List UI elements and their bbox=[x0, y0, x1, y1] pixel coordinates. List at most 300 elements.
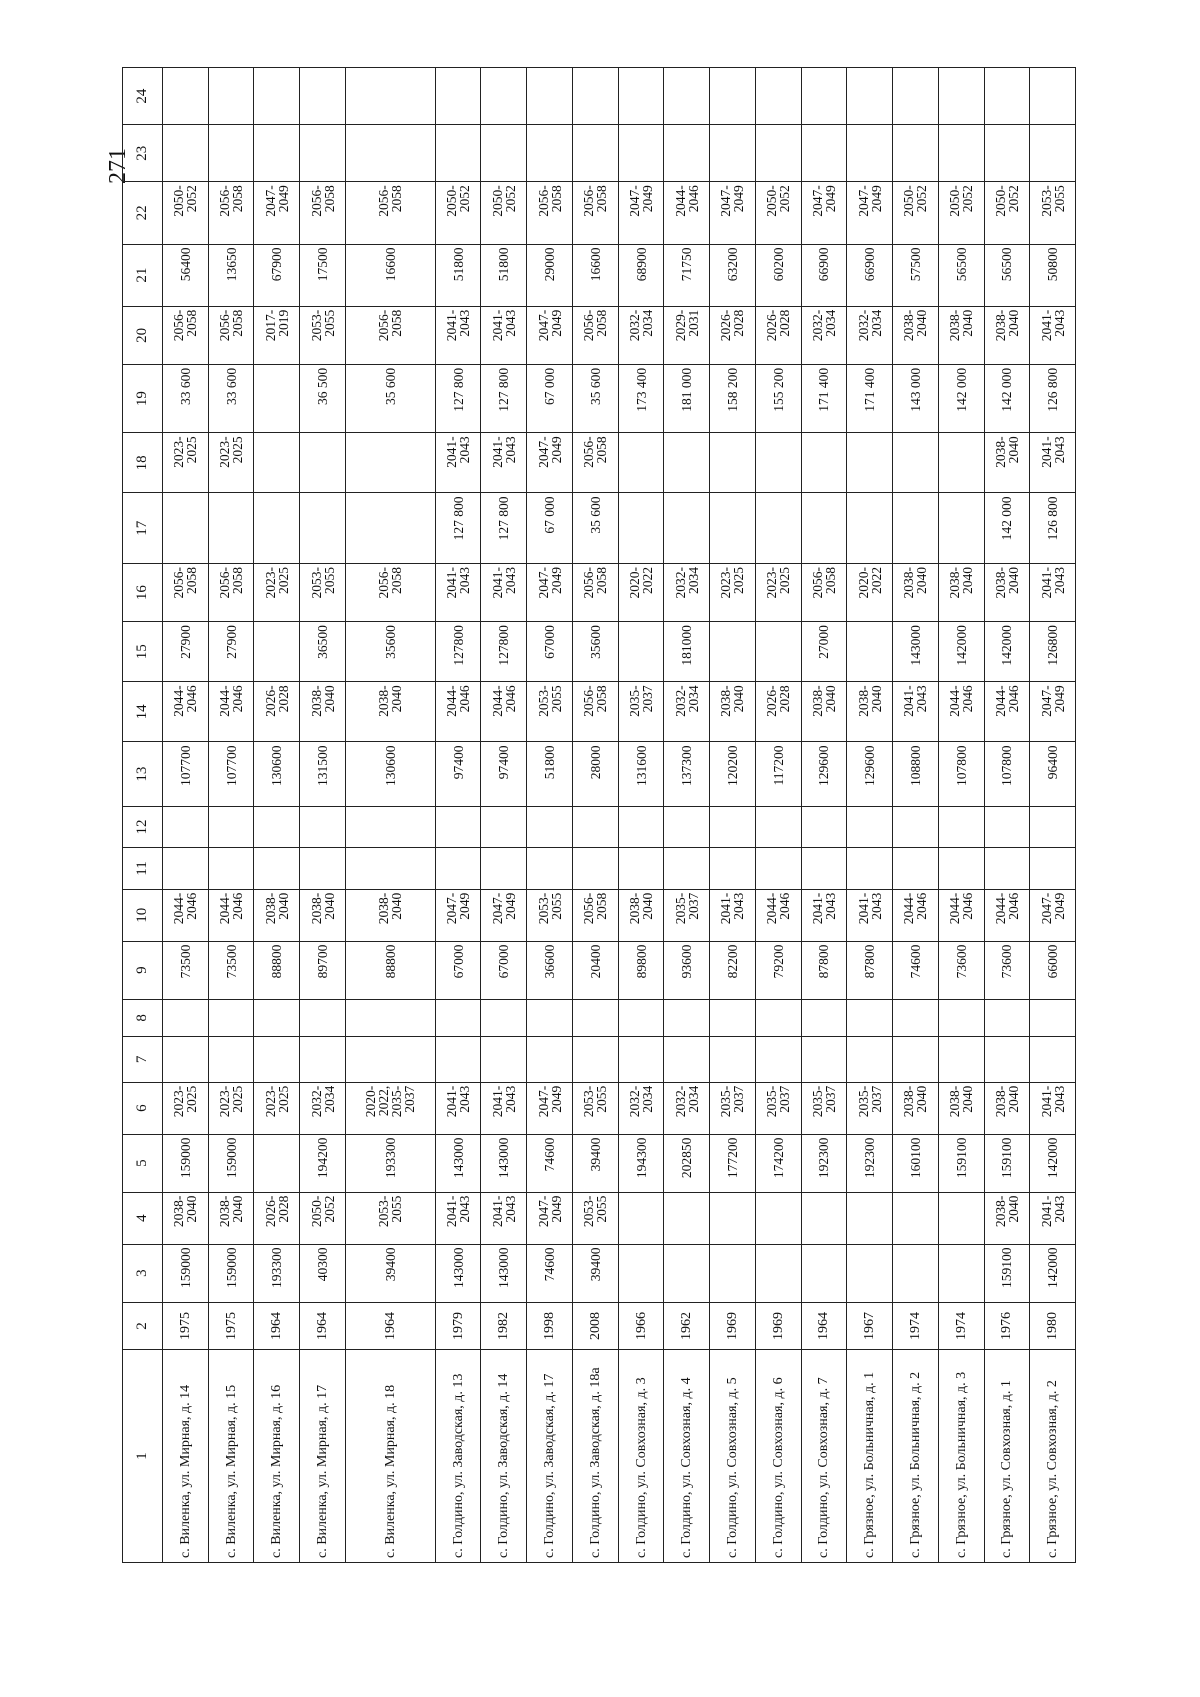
table-cell bbox=[984, 1037, 1030, 1083]
table-cell bbox=[984, 125, 1030, 182]
table-cell bbox=[300, 125, 346, 182]
column-header: 1 bbox=[123, 1350, 163, 1563]
table-cell bbox=[847, 1244, 893, 1302]
table-cell: 1976 bbox=[984, 1302, 1030, 1350]
table-cell: 74600 bbox=[527, 1244, 573, 1302]
table-cell: 107700 bbox=[163, 742, 209, 806]
table-cell: 2038- 2040 bbox=[345, 889, 435, 941]
table-cell: 2047- 2049 bbox=[801, 182, 847, 244]
table-cell: 143 000 bbox=[893, 364, 939, 432]
table-cell bbox=[710, 622, 756, 682]
table-cell: 35600 bbox=[572, 622, 618, 682]
table-cell: 127 800 bbox=[481, 364, 527, 432]
table-cell: 2044- 2046 bbox=[163, 889, 209, 941]
table-cell: 2038- 2040 bbox=[847, 682, 893, 742]
table-row bbox=[618, 68, 664, 1563]
table-cell: 2050- 2052 bbox=[938, 182, 984, 244]
address-cell: с. Грязное, ул. Больничная, д. 3 bbox=[938, 1350, 984, 1563]
table-cell: 66000 bbox=[1030, 941, 1076, 999]
table-cell bbox=[710, 1192, 756, 1244]
table-cell bbox=[163, 806, 209, 847]
table-cell: 159000 bbox=[163, 1134, 209, 1192]
table-cell: 2038- 2040 bbox=[710, 682, 756, 742]
column-header: 14 bbox=[123, 682, 163, 742]
table-cell bbox=[481, 1037, 527, 1083]
table-cell bbox=[984, 999, 1030, 1036]
table-cell: 67 000 bbox=[527, 493, 573, 564]
table-cell: 2044- 2046 bbox=[163, 682, 209, 742]
address-cell: с. Грязное, ул. Больничная, д. 1 bbox=[847, 1350, 893, 1563]
table-cell: 107800 bbox=[938, 742, 984, 806]
address-cell: с. Голдино, ул. Заводская, д. 17 bbox=[527, 1350, 573, 1563]
table-cell bbox=[572, 848, 618, 889]
table-cell bbox=[300, 806, 346, 847]
table-cell bbox=[710, 68, 756, 125]
table-row bbox=[481, 68, 527, 1563]
table-cell: 2032- 2034 bbox=[801, 306, 847, 364]
table-cell: 2056- 2058 bbox=[572, 889, 618, 941]
table-cell bbox=[254, 806, 300, 847]
table-cell bbox=[938, 999, 984, 1036]
table-cell: 2038- 2040 bbox=[618, 889, 664, 941]
table-cell: 2023- 2025 bbox=[208, 433, 254, 493]
address-cell: с. Голдино, ул. Заводская, д. 18а bbox=[572, 1350, 618, 1563]
table-row bbox=[163, 68, 209, 1563]
table-cell: 1964 bbox=[254, 1302, 300, 1350]
table-cell: 87800 bbox=[801, 941, 847, 999]
table-cell bbox=[801, 806, 847, 847]
table-cell bbox=[664, 68, 710, 125]
table-cell: 117200 bbox=[755, 742, 801, 806]
table-cell: 181 000 bbox=[664, 364, 710, 432]
table-cell bbox=[435, 999, 481, 1036]
table-cell: 2050- 2052 bbox=[893, 182, 939, 244]
table-cell bbox=[1030, 806, 1076, 847]
table-cell: 2056- 2058 bbox=[345, 306, 435, 364]
table-cell bbox=[254, 1134, 300, 1192]
table-cell: 2041- 2043 bbox=[435, 433, 481, 493]
table-cell: 127 800 bbox=[435, 364, 481, 432]
table-cell bbox=[345, 1037, 435, 1083]
table-cell: 66900 bbox=[847, 244, 893, 306]
table-cell: 2041- 2043 bbox=[435, 564, 481, 622]
address-cell: с. Виленка, ул. Мирная, д. 17 bbox=[300, 1350, 346, 1563]
table-cell: 1966 bbox=[618, 1302, 664, 1350]
table-cell: 1974 bbox=[893, 1302, 939, 1350]
table-cell bbox=[481, 806, 527, 847]
table-cell bbox=[710, 848, 756, 889]
table-cell: 131600 bbox=[618, 742, 664, 806]
table-cell: 79200 bbox=[755, 941, 801, 999]
table-cell: 87800 bbox=[847, 941, 893, 999]
table-cell: 88800 bbox=[254, 941, 300, 999]
table-cell: 159000 bbox=[163, 1244, 209, 1302]
table-row bbox=[847, 68, 893, 1563]
table-cell bbox=[801, 999, 847, 1036]
table-cell bbox=[572, 1037, 618, 1083]
table-cell: 73600 bbox=[984, 941, 1030, 999]
table-cell: 2044- 2046 bbox=[755, 889, 801, 941]
table-cell: 2050- 2052 bbox=[984, 182, 1030, 244]
table-cell: 2035- 2037 bbox=[710, 1082, 756, 1134]
table-cell bbox=[893, 493, 939, 564]
column-header: 24 bbox=[123, 68, 163, 125]
table-cell bbox=[572, 999, 618, 1036]
table-cell bbox=[1030, 848, 1076, 889]
table-cell: 2047- 2049 bbox=[435, 889, 481, 941]
table-cell: 143000 bbox=[435, 1134, 481, 1192]
table-cell: 2044- 2046 bbox=[208, 682, 254, 742]
table-cell: 1962 bbox=[664, 1302, 710, 1350]
table-cell bbox=[345, 125, 435, 182]
table-cell: 51800 bbox=[435, 244, 481, 306]
table-cell: 2056- 2058 bbox=[572, 433, 618, 493]
table-row bbox=[254, 68, 300, 1563]
table-cell: 36500 bbox=[300, 622, 346, 682]
table-cell: 73500 bbox=[163, 941, 209, 999]
table-cell bbox=[755, 622, 801, 682]
table-cell: 35600 bbox=[345, 622, 435, 682]
table-body bbox=[163, 68, 1076, 1563]
table-cell bbox=[618, 125, 664, 182]
table-cell: 142 000 bbox=[984, 364, 1030, 432]
table-cell: 127800 bbox=[481, 622, 527, 682]
table-cell: 143000 bbox=[893, 622, 939, 682]
table-cell bbox=[755, 806, 801, 847]
table-cell: 2047- 2049 bbox=[527, 564, 573, 622]
table-cell: 1975 bbox=[163, 1302, 209, 1350]
table-cell: 1998 bbox=[527, 1302, 573, 1350]
table-cell bbox=[208, 999, 254, 1036]
table-cell: 2038- 2040 bbox=[300, 682, 346, 742]
table-cell: 2023- 2025 bbox=[710, 564, 756, 622]
table-cell bbox=[208, 1037, 254, 1083]
table-cell: 108800 bbox=[893, 742, 939, 806]
table-cell bbox=[755, 999, 801, 1036]
column-header: 20 bbox=[123, 306, 163, 364]
table-cell bbox=[938, 806, 984, 847]
table-cell: 2020- 2022 bbox=[847, 564, 893, 622]
table-cell bbox=[1030, 68, 1076, 125]
table-cell: 126800 bbox=[1030, 622, 1076, 682]
table-cell: 2032- 2034 bbox=[300, 1082, 346, 1134]
table-cell: 2047- 2049 bbox=[527, 1192, 573, 1244]
table-cell bbox=[300, 68, 346, 125]
column-header: 15 bbox=[123, 622, 163, 682]
table-cell: 2023- 2025 bbox=[208, 1082, 254, 1134]
table-cell bbox=[664, 1244, 710, 1302]
table-cell: 126 800 bbox=[1030, 364, 1076, 432]
table-cell: 2038- 2040 bbox=[801, 682, 847, 742]
table-cell: 16600 bbox=[572, 244, 618, 306]
table-cell: 1969 bbox=[710, 1302, 756, 1350]
table-cell bbox=[572, 125, 618, 182]
table-cell: 67900 bbox=[254, 244, 300, 306]
address-cell: с. Голдино, ул. Совхозная, д. 3 bbox=[618, 1350, 664, 1563]
table-cell bbox=[938, 1192, 984, 1244]
table-cell bbox=[755, 68, 801, 125]
table-cell bbox=[300, 1037, 346, 1083]
table-cell bbox=[664, 999, 710, 1036]
table-cell bbox=[847, 433, 893, 493]
table-cell: 129600 bbox=[801, 742, 847, 806]
table-cell bbox=[938, 848, 984, 889]
table-cell: 2038- 2040 bbox=[893, 1082, 939, 1134]
table-cell: 2020- 2022 bbox=[618, 564, 664, 622]
address-cell: с. Грязное, ул. Больничная, д. 2 bbox=[893, 1350, 939, 1563]
table-cell: 2041- 2043 bbox=[1030, 564, 1076, 622]
table-cell: 1967 bbox=[847, 1302, 893, 1350]
table-cell bbox=[755, 1244, 801, 1302]
table-cell: 181000 bbox=[664, 622, 710, 682]
table-cell: 2047- 2049 bbox=[710, 182, 756, 244]
table-cell bbox=[163, 848, 209, 889]
table-cell: 1964 bbox=[801, 1302, 847, 1350]
table-row bbox=[435, 68, 481, 1563]
table-cell: 120200 bbox=[710, 742, 756, 806]
table-cell bbox=[893, 1244, 939, 1302]
table-cell bbox=[755, 1037, 801, 1083]
table-cell bbox=[664, 1192, 710, 1244]
table-cell: 171 400 bbox=[801, 364, 847, 432]
table-cell: 107800 bbox=[984, 742, 1030, 806]
table-cell: 2053- 2055 bbox=[1030, 182, 1076, 244]
table-cell bbox=[664, 493, 710, 564]
table-row bbox=[984, 68, 1030, 1563]
table-cell: 39400 bbox=[572, 1244, 618, 1302]
table-cell: 33 600 bbox=[163, 364, 209, 432]
table-cell: 1964 bbox=[300, 1302, 346, 1350]
table-cell: 2056- 2058 bbox=[572, 682, 618, 742]
table-row bbox=[208, 68, 254, 1563]
table-cell: 174200 bbox=[755, 1134, 801, 1192]
table-cell: 66900 bbox=[801, 244, 847, 306]
table-cell bbox=[893, 999, 939, 1036]
table-cell bbox=[254, 433, 300, 493]
table-cell: 51800 bbox=[527, 742, 573, 806]
table-cell: 2038- 2040 bbox=[208, 1192, 254, 1244]
table-cell: 142 000 bbox=[984, 493, 1030, 564]
address-cell: с. Виленка, ул. Мирная, д. 15 bbox=[208, 1350, 254, 1563]
table-cell: 202850 bbox=[664, 1134, 710, 1192]
table-cell: 2026- 2028 bbox=[254, 1192, 300, 1244]
table-cell: 127 800 bbox=[435, 493, 481, 564]
table-cell bbox=[527, 999, 573, 1036]
table-cell: 2056- 2058 bbox=[345, 564, 435, 622]
table-cell bbox=[163, 999, 209, 1036]
table-cell: 2041- 2043 bbox=[893, 682, 939, 742]
column-header: 17 bbox=[123, 493, 163, 564]
table-cell: 2050- 2052 bbox=[755, 182, 801, 244]
table-cell: 159100 bbox=[984, 1134, 1030, 1192]
table-cell: 2044- 2046 bbox=[938, 682, 984, 742]
table-cell bbox=[710, 1037, 756, 1083]
table-cell: 82200 bbox=[710, 941, 756, 999]
table-cell bbox=[481, 848, 527, 889]
table-cell bbox=[618, 1037, 664, 1083]
table-cell: 67000 bbox=[527, 622, 573, 682]
table-cell: 2029- 2031 bbox=[664, 306, 710, 364]
table-cell: 2047- 2049 bbox=[527, 306, 573, 364]
table-cell bbox=[345, 999, 435, 1036]
table-cell bbox=[801, 1037, 847, 1083]
table-cell: 2038- 2040 bbox=[163, 1192, 209, 1244]
table-cell: 36600 bbox=[527, 941, 573, 999]
table-cell bbox=[984, 806, 1030, 847]
table-cell: 2044- 2046 bbox=[435, 682, 481, 742]
table-cell: 143000 bbox=[435, 1244, 481, 1302]
table-cell: 2041- 2043 bbox=[481, 433, 527, 493]
column-header: 2 bbox=[123, 1302, 163, 1350]
page-number: 271 bbox=[105, 148, 131, 184]
table-cell: 2047- 2049 bbox=[527, 433, 573, 493]
table-cell bbox=[1030, 999, 1076, 1036]
table-cell bbox=[938, 125, 984, 182]
column-header: 6 bbox=[123, 1082, 163, 1134]
table-cell: 74600 bbox=[893, 941, 939, 999]
table-cell: 27900 bbox=[208, 622, 254, 682]
table-cell bbox=[847, 806, 893, 847]
table-cell: 2053- 2055 bbox=[527, 889, 573, 941]
table-cell: 155 200 bbox=[755, 364, 801, 432]
table-cell: 57500 bbox=[893, 244, 939, 306]
column-header: 16 bbox=[123, 564, 163, 622]
table-cell: 2032- 2034 bbox=[618, 306, 664, 364]
address-cell: с. Грязное, ул. Совхозная, д. 1 bbox=[984, 1350, 1030, 1563]
table-cell: 2056- 2058 bbox=[208, 182, 254, 244]
table-cell: 2026- 2028 bbox=[254, 682, 300, 742]
table-cell bbox=[847, 493, 893, 564]
table-cell: 2053- 2055 bbox=[300, 306, 346, 364]
table-cell: 171 400 bbox=[847, 364, 893, 432]
table-cell bbox=[801, 68, 847, 125]
table-cell: 17500 bbox=[300, 244, 346, 306]
table-cell: 27000 bbox=[801, 622, 847, 682]
table-cell: 2041- 2043 bbox=[481, 306, 527, 364]
table-cell: 1974 bbox=[938, 1302, 984, 1350]
table-cell: 60200 bbox=[755, 244, 801, 306]
table-cell bbox=[801, 125, 847, 182]
table-cell bbox=[938, 1244, 984, 1302]
table-cell bbox=[664, 433, 710, 493]
table-cell bbox=[618, 1192, 664, 1244]
table-cell: 67000 bbox=[481, 941, 527, 999]
table-cell: 2047- 2049 bbox=[847, 182, 893, 244]
table-cell: 160100 bbox=[893, 1134, 939, 1192]
column-header: 13 bbox=[123, 742, 163, 806]
table-cell: 2023- 2025 bbox=[254, 564, 300, 622]
table-cell: 2041- 2043 bbox=[481, 1082, 527, 1134]
table-cell: 2044- 2046 bbox=[481, 682, 527, 742]
table-cell bbox=[664, 125, 710, 182]
table-cell bbox=[300, 493, 346, 564]
table-cell bbox=[618, 433, 664, 493]
data-table bbox=[122, 67, 1076, 1563]
table-cell bbox=[254, 999, 300, 1036]
table-cell: 73600 bbox=[938, 941, 984, 999]
table-cell bbox=[254, 848, 300, 889]
table-cell bbox=[755, 125, 801, 182]
table-cell bbox=[710, 493, 756, 564]
table-row bbox=[300, 68, 346, 1563]
table-cell bbox=[984, 848, 1030, 889]
table-cell: 2032- 2034 bbox=[618, 1082, 664, 1134]
table-cell: 2050- 2052 bbox=[481, 182, 527, 244]
header-row bbox=[123, 68, 163, 1563]
table-cell bbox=[801, 848, 847, 889]
table-row bbox=[345, 68, 435, 1563]
table-cell: 35 600 bbox=[345, 364, 435, 432]
table-cell: 159000 bbox=[208, 1134, 254, 1192]
table-cell: 2032- 2034 bbox=[847, 306, 893, 364]
table-cell: 97400 bbox=[481, 742, 527, 806]
table-cell: 2038- 2040 bbox=[984, 564, 1030, 622]
table-cell: 137300 bbox=[664, 742, 710, 806]
table-cell: 96400 bbox=[1030, 742, 1076, 806]
table-cell: 2035- 2037 bbox=[847, 1082, 893, 1134]
column-header: 5 bbox=[123, 1134, 163, 1192]
table-cell: 2035- 2037 bbox=[664, 889, 710, 941]
table-cell bbox=[254, 493, 300, 564]
table-cell: 2026- 2028 bbox=[755, 306, 801, 364]
table-cell: 142000 bbox=[1030, 1244, 1076, 1302]
table-cell: 2044- 2046 bbox=[984, 682, 1030, 742]
table-cell: 73500 bbox=[208, 941, 254, 999]
table-cell: 142000 bbox=[1030, 1134, 1076, 1192]
table-cell bbox=[893, 848, 939, 889]
table-cell bbox=[435, 125, 481, 182]
table-cell bbox=[527, 125, 573, 182]
column-header: 4 bbox=[123, 1192, 163, 1244]
table-cell: 2023- 2025 bbox=[254, 1082, 300, 1134]
table-cell bbox=[481, 125, 527, 182]
table-cell: 2008 bbox=[572, 1302, 618, 1350]
table-cell bbox=[163, 125, 209, 182]
table-cell bbox=[847, 622, 893, 682]
table-cell: 2056- 2058 bbox=[208, 306, 254, 364]
table-cell bbox=[163, 1037, 209, 1083]
table-cell bbox=[345, 433, 435, 493]
table-cell: 173 400 bbox=[618, 364, 664, 432]
address-cell: с. Виленка, ул. Мирная, д. 14 bbox=[163, 1350, 209, 1563]
table-cell: 2041- 2043 bbox=[435, 306, 481, 364]
table-cell: 63200 bbox=[710, 244, 756, 306]
table-cell: 2038- 2040 bbox=[984, 1192, 1030, 1244]
table-cell bbox=[847, 68, 893, 125]
table-cell: 2044- 2046 bbox=[208, 889, 254, 941]
address-cell: с. Виленка, ул. Мирная, д. 16 bbox=[254, 1350, 300, 1563]
table-cell bbox=[938, 1037, 984, 1083]
table-cell bbox=[345, 848, 435, 889]
table-cell: 1979 bbox=[435, 1302, 481, 1350]
table-cell: 50800 bbox=[1030, 244, 1076, 306]
table-cell: 127 800 bbox=[481, 493, 527, 564]
table-cell bbox=[618, 999, 664, 1036]
table-cell: 67000 bbox=[435, 941, 481, 999]
table-cell: 2026- 2028 bbox=[710, 306, 756, 364]
table-cell bbox=[893, 806, 939, 847]
table-cell: 2053- 2055 bbox=[572, 1192, 618, 1244]
table-cell: 2026- 2028 bbox=[755, 682, 801, 742]
table-cell: 1980 bbox=[1030, 1302, 1076, 1350]
table-cell: 2038- 2040 bbox=[984, 306, 1030, 364]
table-cell bbox=[208, 125, 254, 182]
table-cell bbox=[1030, 125, 1076, 182]
table-cell bbox=[208, 806, 254, 847]
table-cell: 159100 bbox=[938, 1134, 984, 1192]
table-cell bbox=[847, 848, 893, 889]
table-cell bbox=[300, 848, 346, 889]
